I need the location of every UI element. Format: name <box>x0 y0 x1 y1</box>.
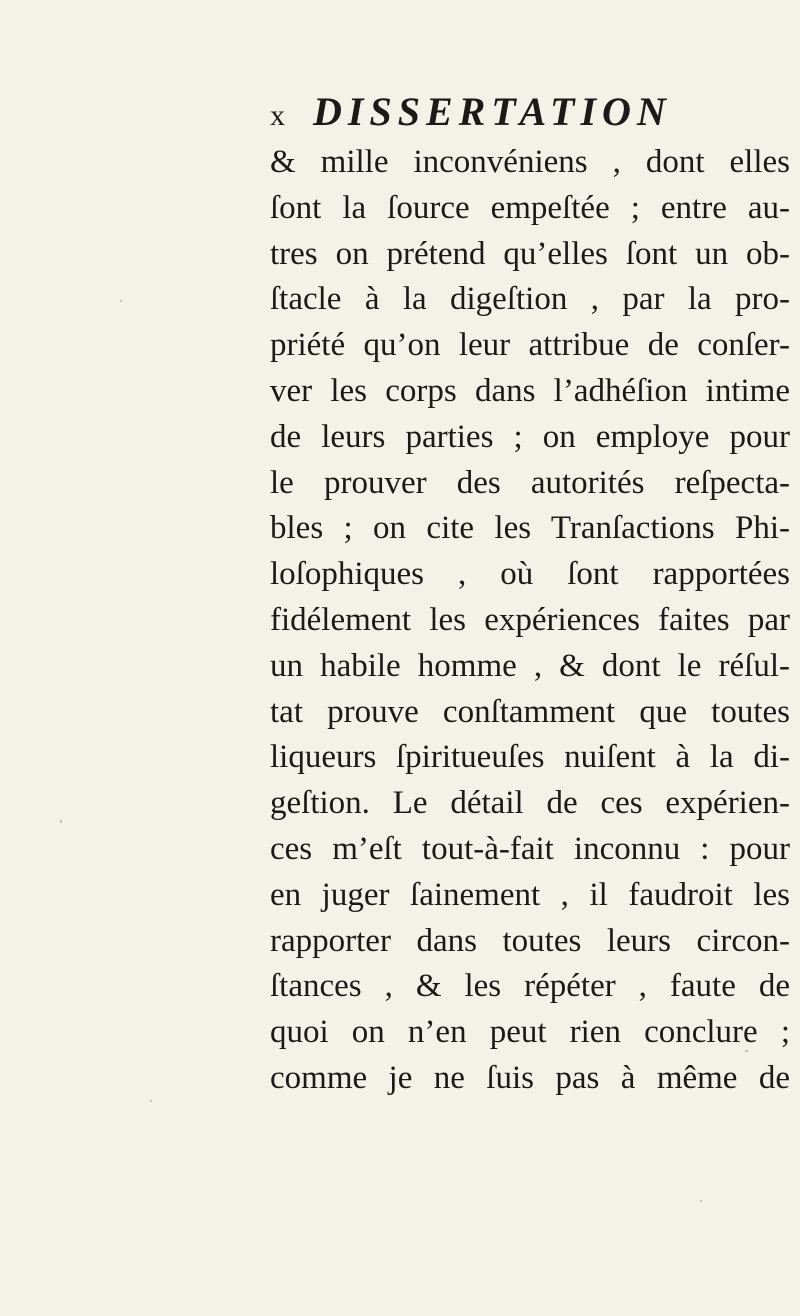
running-title: DISSERTATION <box>313 89 672 134</box>
text-line: rapporter dans toutes leurs circon- <box>270 922 790 959</box>
text-line: liqueurs ſpiritueuſes nuiſent à la di- <box>270 739 790 776</box>
text-line: ſtances , & les répéter , faute de <box>270 968 790 1005</box>
text-line: en juger ſainement , il faudroit les <box>270 876 790 913</box>
page-header <box>270 88 790 138</box>
text-line: tat prouve conſtamment que toutes <box>270 693 790 730</box>
text-line: loſophiques , où ſont rapportées <box>270 556 790 593</box>
text-line: de leurs parties ; on employe pour <box>270 418 790 455</box>
text-line: ces m’eſt tout-à-fait inconnu : pour <box>270 830 790 867</box>
text-line: priété qu’on leur attribue de conſer- <box>270 327 790 364</box>
text-line: ver les corps dans l’adhéſion intime <box>270 372 790 409</box>
text-line: fidélement les expériences faites par <box>270 601 790 638</box>
text-line: geſtion. Le détail de ces expérien- <box>270 785 790 822</box>
text-line: quoi on n’en peut rien conclure ; <box>270 1014 790 1051</box>
text-line: tres on prétend qu’elles ſont un ob- <box>270 235 790 272</box>
text-line: & mille inconvéniens , dont elles <box>270 144 790 180</box>
body-text <box>270 140 790 1102</box>
text-line: comme je ne ſuis pas à même de <box>270 1059 790 1096</box>
text-line: un habile homme , & dont le réſul- <box>270 647 790 684</box>
text-line: ſont la ſource empeſtée ; entre au- <box>270 189 790 226</box>
text-line: ſtacle à la digeſtion , par la pro- <box>270 281 790 318</box>
text-line: le prouver des autorités reſpecta- <box>270 464 790 501</box>
text-line: bles ; on cite les Tranſactions Phi- <box>270 510 790 547</box>
page-number: x <box>270 99 285 132</box>
